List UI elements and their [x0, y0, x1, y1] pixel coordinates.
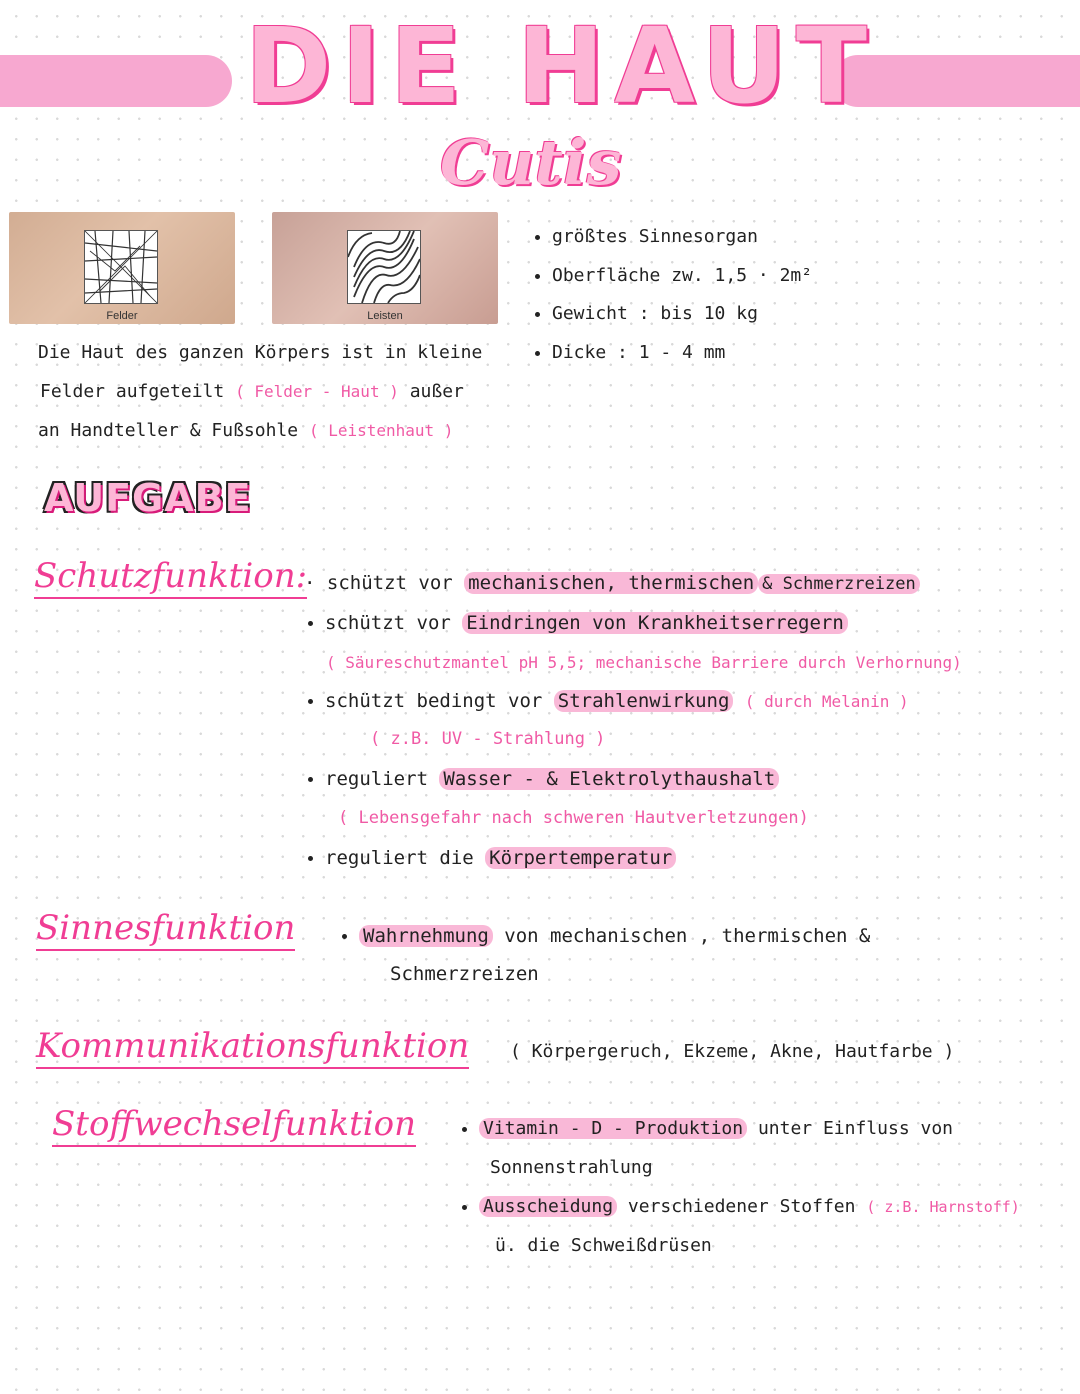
schutz-bullet-3: schützt bedingt vor Strahlenwirkung ( durch Melanin ) [308, 690, 909, 712]
schutz-note-3: ( z.B. UV - Strahlung ) [370, 729, 606, 749]
page-subtitle: Cutis [440, 126, 622, 199]
stoffwechsel-bullet-1: Vitamin - D - Produktion unter Einfluss von [462, 1118, 953, 1139]
image-label-felder: Felder [106, 310, 138, 322]
fact-item: Dicke : 1 - 4 mm [535, 342, 725, 363]
skin-image-felder [9, 212, 235, 324]
fact-item: größtes Sinnesorgan [535, 226, 758, 247]
fact-item: Gewicht : bis 10 kg [535, 303, 758, 324]
schutz-note-4: ( Lebensgefahr nach schweren Hautverletzungen) [338, 808, 809, 828]
schutz-bullet-2: schützt vor Eindringen von Krankheitserregern [308, 612, 848, 634]
section-heading: AUFGABE [44, 476, 252, 520]
image-label-leisten: Leisten [367, 310, 403, 322]
stoffwechsel-bullet-2: Ausscheidung verschiedener Stoffen ( z.B. Harnstoff) [462, 1196, 1020, 1217]
schutz-note-2: ( Säureschutzmantel pH 5,5; mechanische Barriere durch Verhornung) [326, 653, 962, 672]
intro-line: Die Haut des ganzen Körpers ist in kleine [38, 342, 483, 363]
schutz-bullet-4: reguliert Wasser - & Elektrolythaushalt [308, 768, 779, 790]
heading-kommunikationsfunktion: Kommunikationsfunktion [36, 1028, 469, 1069]
title-bar-left [0, 55, 232, 107]
schutz-bullet-5: reguliert die Körpertemperatur [308, 847, 676, 869]
stoffwechsel-line-2: Sonnenstrahlung [490, 1157, 653, 1178]
heading-stoffwechselfunktion: Stoffwechselfunktion [52, 1106, 416, 1147]
skin-image-leisten [272, 212, 498, 324]
intro-line: an Handteller & Fußsohle ( Leistenhaut ) [38, 420, 454, 441]
page-title: DIE HAUT [245, 5, 877, 127]
sinnes-line-2: Schmerzreizen [390, 963, 539, 985]
kommunikation-note: ( Körpergeruch, Ekzeme, Akne, Hautfarbe ) [510, 1041, 955, 1062]
fact-item: Oberfläche zw. 1,5 · 2m² [535, 265, 812, 286]
intro-line: Felder aufgeteilt ( Felder - Haut ) außer [40, 381, 464, 402]
schutz-bullet-1: · schützt vor mechanischen, thermischen & Schmerzreizen [304, 572, 920, 594]
sinnes-bullet: Wahrnehmung von mechanischen , thermischen & [342, 925, 870, 947]
heading-sinnesfunktion: Sinnesfunktion [36, 910, 295, 951]
stoffwechsel-line-3: ü. die Schweißdrüsen [495, 1235, 712, 1256]
felder-pattern-icon [84, 230, 158, 304]
heading-schutzfunktion: Schutzfunktion: [34, 558, 307, 599]
fingerprint-icon [347, 230, 421, 304]
